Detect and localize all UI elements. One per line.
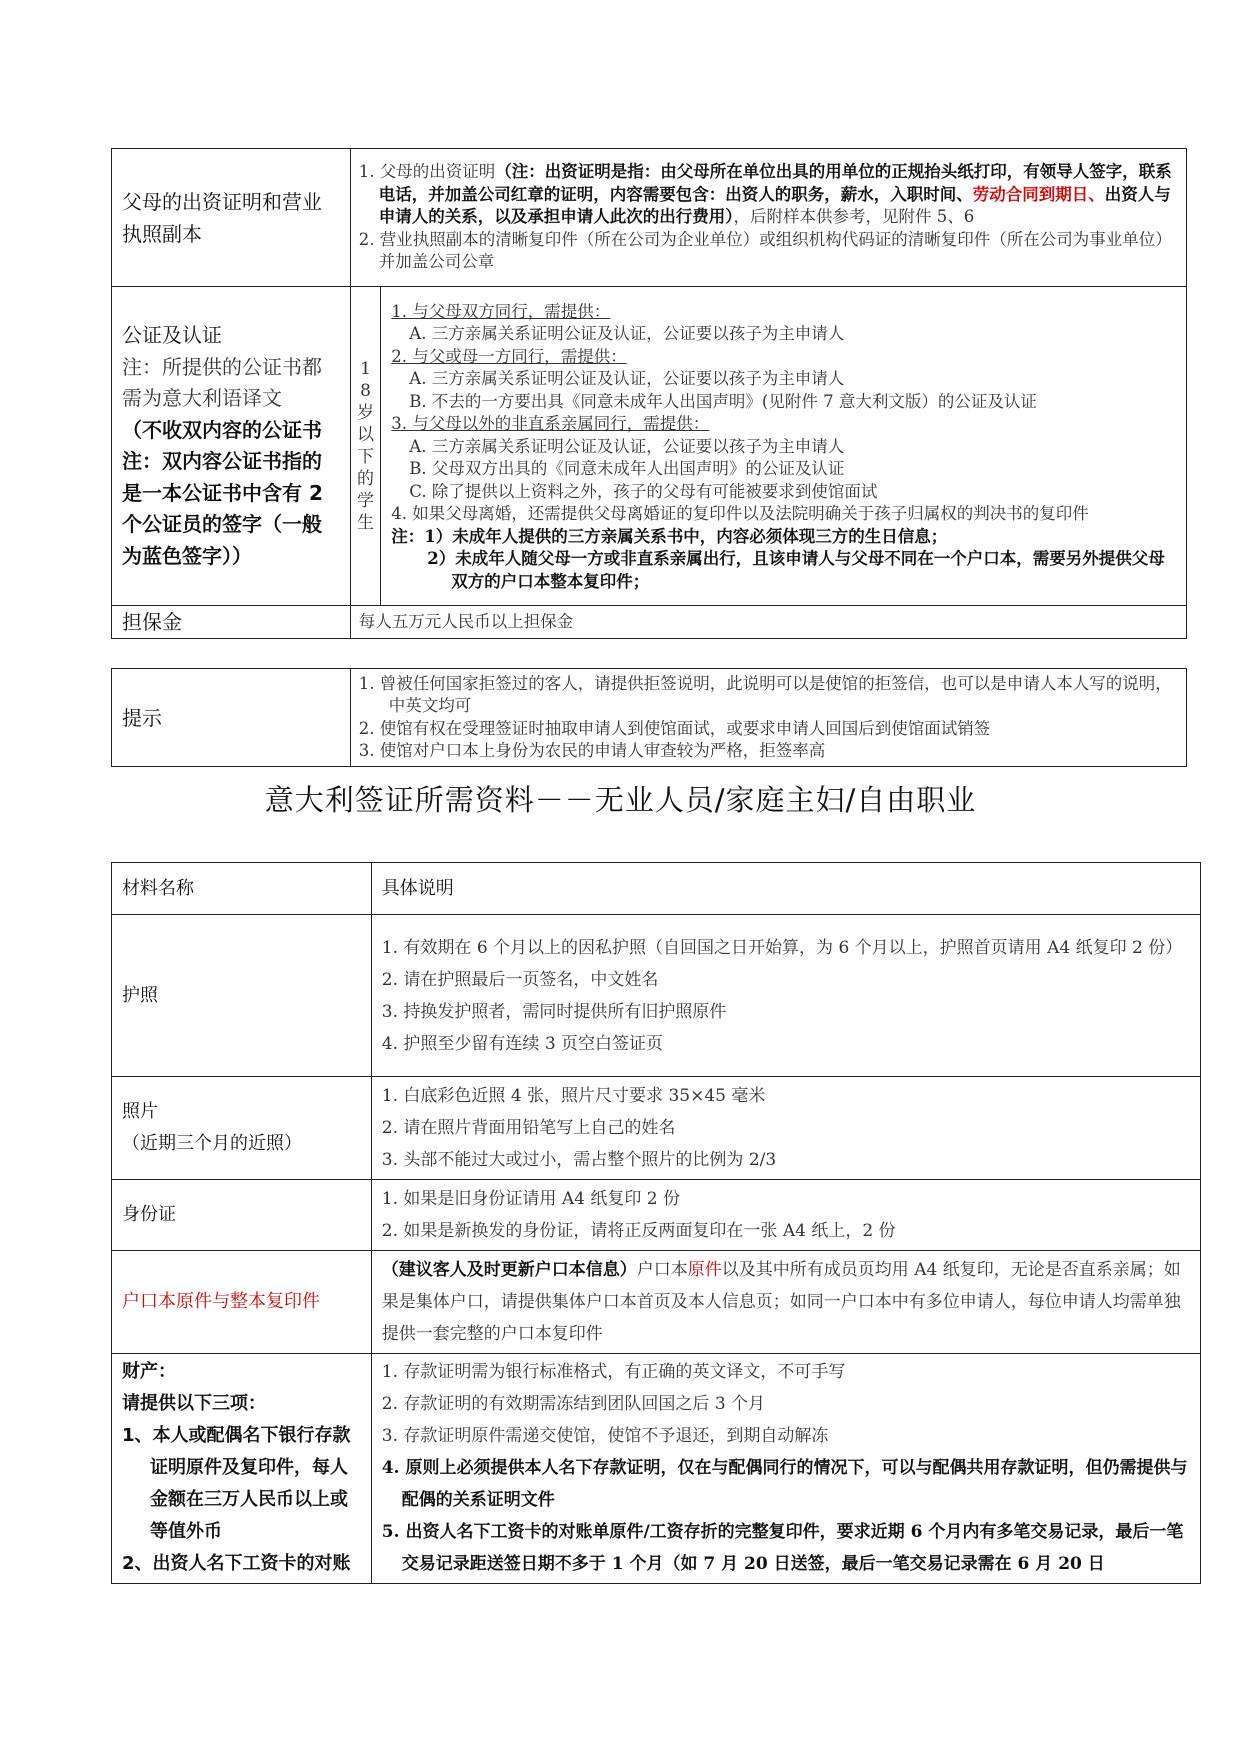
table-row: [112, 1251, 1201, 1354]
student-requirements: [381, 287, 1186, 605]
list-item: B. 父母双方出具的《同意未成年人出国声明》的公证及认证: [409, 459, 845, 479]
list-item: 3. 存款证明原件需递交使馆，使馆不予退还，到期自动解冻: [381, 1426, 829, 1446]
list-item: C. 除了提供以上资料之外，孩子的父母有可能被要求到使馆面试: [409, 481, 878, 501]
side-char: 的: [357, 469, 375, 489]
item-note: （注：出资证明是指：由父母所在单位出具的用单位的正规抬头纸打印，有领导人签字，联系电话，并加盖公司红章的证明，内容需要包含：出资人的职务，薪水，入职时间、: [378, 162, 1172, 204]
row-content-deposit: 每人五万元人民币以上担保金: [350, 606, 1186, 639]
hukou-highlight: 原件: [687, 1260, 722, 1280]
notary-title: 公证及认证: [122, 323, 222, 347]
row-label-id: 身份证: [112, 1180, 372, 1251]
list-item: 2. 请在护照最后一页签名，中文姓名: [381, 969, 659, 990]
table-row: [112, 669, 1187, 767]
table-row: [112, 1354, 1201, 1584]
student-age-label: [351, 287, 381, 605]
side-char: 以: [357, 425, 375, 445]
row-label-deposit: 担保金: [112, 606, 351, 639]
tips-table: [111, 668, 1187, 767]
section-title: 意大利签证所需资料－－无业人员/家庭主妇/自由职业: [264, 783, 977, 817]
assets-label-line: 2、出资人名下工资卡的对账: [122, 1553, 351, 1574]
notary-bold-note: （不收双内容的公证书注：双内容公证书指的是一本公证书中含有 2 个公证员的签字（一般为蓝色签字））: [122, 417, 323, 568]
side-char: 学: [357, 491, 375, 511]
photo-sublabel: （近期三个月的近照）: [122, 1133, 302, 1154]
table-row: [112, 1180, 1201, 1251]
hukou-text: 户口本: [636, 1260, 688, 1280]
list-item: 4. 如果父母离婚，还需提供父母离婚证的复印件以及法院明确关于孩子归属权的判决书的复印件: [391, 504, 1089, 524]
row-content-id: [371, 1180, 1200, 1251]
row-label-photo: [112, 1077, 372, 1180]
row-label-passport: 护照: [112, 915, 372, 1077]
row-label-hukou: 户口本原件与整本复印件: [112, 1251, 372, 1354]
table-row: [351, 287, 1186, 605]
list-item: A. 三方亲属关系证明公证及认证，公证要以孩子为主申请人: [409, 324, 845, 344]
row-content-passport: [371, 915, 1200, 1077]
row-label-parent-funds: 父母的出资证明和营业执照副本: [112, 149, 351, 287]
requirements-table-1: [111, 148, 1187, 639]
list-heading: 1. 与父母双方同行，需提供：: [391, 301, 611, 321]
column-header-description: 具体说明: [371, 863, 1200, 915]
item-text: 1. 父母的出资证明: [358, 162, 496, 182]
table-row: [112, 149, 1187, 287]
list-item: 2. 如果是新换发的身份证，请将正反两面复印在一张 A4 纸上，2 份: [381, 1221, 896, 1241]
table-row: [112, 287, 1187, 606]
row-content-assets: [371, 1354, 1200, 1584]
row-content-parent-funds: [350, 149, 1186, 287]
photo-label: 照片: [122, 1101, 158, 1122]
note-line: 注：1）未成年人提供的三方亲属关系书中，内容必须体现三方的生日信息；: [391, 526, 948, 546]
item-note: 出资人与申请人的关系，以及承担申请人此次的出行费用）: [378, 184, 1171, 227]
list-item: B. 不去的一方要出具《同意未成年人出国声明》(见附件 7 意大利文版）的公证及认证: [409, 391, 1037, 411]
row-content-tips: [350, 669, 1186, 767]
side-char: 1: [360, 359, 371, 379]
list-item: 2. 存款证明的有效期需冻结到团队回国之后 3 个月: [381, 1394, 766, 1414]
list-item: 1. 有效期在 6 个月以上的因私护照（自回国之日开始算，为 6 个月以上，护照首页请用 A4 纸复印 2 份）: [381, 937, 1183, 958]
list-item: 4. 原则上必须提供本人名下存款证明，仅在与配偶同行的情况下，可以与配偶共用存款证明，但仍需提供与配偶的关系证明文件: [381, 1458, 1188, 1510]
list-heading: 3. 与父母以外的非直系亲属同行，需提供：: [391, 414, 710, 434]
list-item: 3. 头部不能过大或过小，需占整个照片的比例为 2/3: [381, 1150, 777, 1170]
assets-label-line: 财产：: [122, 1361, 176, 1382]
row-content-hukou: [371, 1251, 1200, 1354]
list-heading: 2. 与父或母一方同行，需提供：: [391, 346, 627, 366]
list-item: 1. 存款证明需为银行标准格式，有正确的英文译文，不可手写: [381, 1362, 846, 1382]
row-label-notary: [112, 287, 351, 606]
hukou-bold-note: （建议客人及时更新户口本信息）: [381, 1260, 637, 1280]
column-header-material: 材料名称: [112, 863, 372, 915]
list-item: A. 三方亲属关系证明公证及认证，公证要以孩子为主申请人: [409, 369, 845, 389]
table-row: [112, 915, 1201, 1077]
list-item: 3. 持换发护照者，需同时提供所有旧护照原件: [381, 1001, 727, 1022]
table-row: [112, 606, 1187, 639]
row-label-tips: 提示: [112, 669, 351, 767]
assets-label-line: 1、本人或配偶名下银行存款证明原件及复印件，每人金额在三万人民币以上或等值外币: [122, 1425, 351, 1542]
side-char: 岁: [357, 403, 375, 423]
list-item: 1. 白底彩色近照 4 张，照片尺寸要求 35×45 毫米: [381, 1086, 766, 1106]
notary-inner-table: [351, 287, 1186, 605]
notary-note: 注：所提供的公证书都需为意大利语译文: [122, 354, 322, 410]
assets-label-line: 请提供以下三项：: [122, 1393, 266, 1414]
table-header-row: [112, 863, 1201, 915]
row-content-notary: [350, 287, 1186, 606]
side-char: 下: [357, 447, 375, 467]
table-row: [112, 1077, 1201, 1180]
side-char: 8: [360, 381, 371, 401]
side-char: 生: [357, 513, 375, 533]
list-item: [359, 161, 1178, 229]
list-item: 2. 营业执照副本的清晰复印件（所在公司为企业单位）或组织机构代码证的清晰复印件（所在公司为事业单位）并加盖公司公章: [358, 229, 1172, 272]
list-item: 4. 护照至少留有连续 3 页空白签证页: [381, 1033, 664, 1054]
list-item: 1. 如果是旧身份证请用 A4 纸复印 2 份: [381, 1189, 680, 1209]
list-item: 2. 请在照片背面用铅笔写上自己的姓名: [381, 1118, 676, 1138]
item-text: ，后附样本供参考，见附件 5、6: [733, 207, 975, 227]
row-content-photo: [371, 1077, 1200, 1180]
list-item: 3. 使馆对户口本上身份为农民的申请人审查较为严格，拒签率高: [358, 741, 826, 760]
item-highlight: 劳动合同到期日、: [972, 184, 1105, 204]
list-item: 5. 出资人名下工资卡的对账单原件/工资存折的完整复印件，要求近期 6 个月内有多笔交易记录，最后一笔交易记录距送签日期不多于 1 个月（如 7 月 20 日送签，最后一笔交易记录需在 6 月 20 日: [381, 1522, 1184, 1574]
list-item: 2. 使馆有权在受理签证时抽取申请人到使馆面试，或要求申请人回国后到使馆面试销签: [358, 718, 991, 738]
list-item: 1. 曾被任何国家拒签过的客人，请提供拒签说明，此说明可以是使馆的拒签信，也可以是申请人本人写的说明，中英文均可: [358, 673, 1172, 715]
note-line: 2）未成年人随父母一方或非直系亲属出行，且该申请人与父母不同在一个户口本，需要另外提供父母双方的户口本整本复印件；: [427, 549, 1165, 591]
requirements-table-3: [111, 862, 1201, 1584]
hukou-text: 以及其中所有成员页均用 A4 纸复印，无论是否直系亲属；如果是集体户口，请提供集体户口本首页及本人信息页；如同一户口本中有多位申请人，每位申请人均需单独提供一套完整的户口本复印件: [381, 1260, 1181, 1344]
row-label-assets: [112, 1354, 372, 1584]
list-item: A. 三方亲属关系证明公证及认证，公证要以孩子为主申请人: [409, 436, 845, 456]
